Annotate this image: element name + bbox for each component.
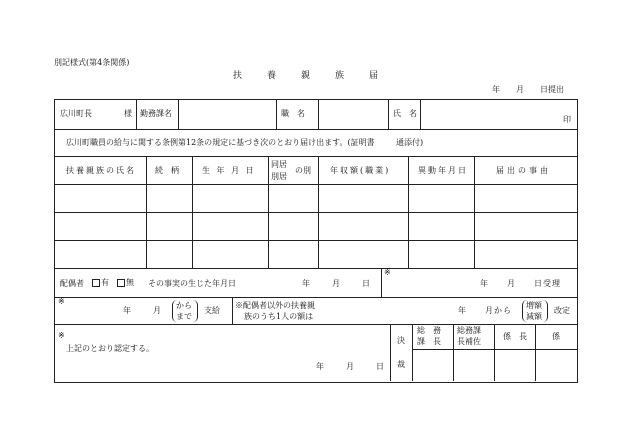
seal-box-2[interactable] (454, 350, 493, 380)
divider (390, 324, 391, 381)
honorific: 様 (124, 109, 132, 118)
divider (54, 156, 578, 157)
approver-deputy-chief-2: 長補佐 (457, 337, 481, 346)
approver-deputy-chief-1: 総務課 (457, 326, 481, 335)
table-row[interactable] (55, 241, 576, 267)
until-label: まで (176, 312, 192, 321)
name-field[interactable] (421, 100, 561, 128)
from-label: から (176, 301, 192, 310)
decision-label-1: 決 (397, 336, 405, 345)
divider (136, 99, 137, 129)
position-field[interactable] (319, 100, 387, 128)
seal-box-1[interactable] (413, 350, 452, 380)
approval-text: 上記のとおり認定する。 (66, 344, 154, 353)
decrease-label: 減額 (526, 312, 542, 321)
form-label: 別記様式(第4条関係) (54, 58, 130, 67)
col-header-change-date: 異動年月日 (418, 166, 468, 175)
divider (54, 324, 578, 325)
checkbox-no[interactable] (117, 279, 125, 287)
submit-date: 年 月 日提出 (492, 85, 564, 94)
spouse-label: 配偶者 (60, 279, 84, 288)
col-header-cohab-1: 同居 (271, 160, 287, 169)
col-header-income: 年収額(職業) (330, 166, 391, 175)
divider (54, 129, 578, 130)
attached-count: 通添付) (396, 138, 424, 147)
revision-from-month: 年 月から (458, 306, 512, 315)
table-row[interactable] (55, 185, 576, 211)
col-header-cohab-2: 別居 (271, 172, 287, 181)
dept-field[interactable] (179, 100, 275, 128)
other-dependents-note-1: ※配偶者以外の扶養親 (235, 301, 315, 310)
col-header-reason: 届出の事由 (496, 166, 551, 175)
official-mark: ※ (58, 297, 65, 306)
divider (232, 297, 233, 324)
event-date-label: その事実の生じた年月日 (148, 279, 236, 288)
name-label: 氏 名 (393, 109, 417, 118)
col-header-cohab-3: の別 (295, 166, 311, 175)
divider (381, 268, 382, 297)
spouse-option-no[interactable] (117, 279, 134, 287)
seal-box-3[interactable] (495, 350, 534, 380)
decision-label-2: 裁 (397, 360, 405, 369)
event-date: 年 月 日 (302, 279, 372, 288)
official-mark: ※ (384, 268, 391, 277)
option-yes-label: 有 (101, 278, 109, 287)
position-label: 職 名 (281, 109, 305, 118)
page-title: 扶養親族届 (233, 71, 404, 81)
spouse-option-yes[interactable] (92, 279, 109, 287)
approver-general-affairs-chief-2: 課 長 (417, 337, 441, 346)
approver-section-chief: 係 長 (503, 332, 527, 341)
revise-label: 改定 (554, 306, 570, 315)
approver-general-affairs-chief-1: 総 務 (417, 326, 441, 335)
increase-label: 増額 (526, 301, 542, 310)
checkbox-yes[interactable] (92, 279, 100, 287)
divider (54, 297, 578, 298)
declaration-text: 広川町職員の給与に関する条例第12条の規定に基づき次のとおり届け出ます。(証明書 (66, 138, 375, 147)
table-row[interactable] (55, 213, 576, 239)
divider (388, 99, 389, 129)
payment-month: 年 月 (123, 306, 163, 315)
col-header-birth: 生 年 月 日 (202, 166, 256, 175)
option-no-label: 無 (126, 278, 134, 287)
seal-box-4[interactable] (536, 350, 575, 380)
official-mark: ※ (58, 331, 65, 340)
divider (276, 99, 277, 129)
approval-date: 年 月 日 (316, 362, 386, 371)
col-header-relation: 続 柄 (155, 166, 179, 175)
received-date: 年 月 日受理 (480, 279, 561, 288)
other-dependents-note-2: 族のうち1人の額は (244, 312, 314, 321)
approver-staff: 係 (552, 332, 560, 341)
seal-mark: 印 (563, 115, 571, 124)
col-header-name: 扶養親族の氏名 (66, 166, 136, 175)
town-mayor: 広川町長 (60, 109, 92, 118)
pay-label: 支給 (204, 306, 220, 315)
dept-label: 勤務課名 (140, 109, 172, 118)
divider (54, 268, 578, 269)
